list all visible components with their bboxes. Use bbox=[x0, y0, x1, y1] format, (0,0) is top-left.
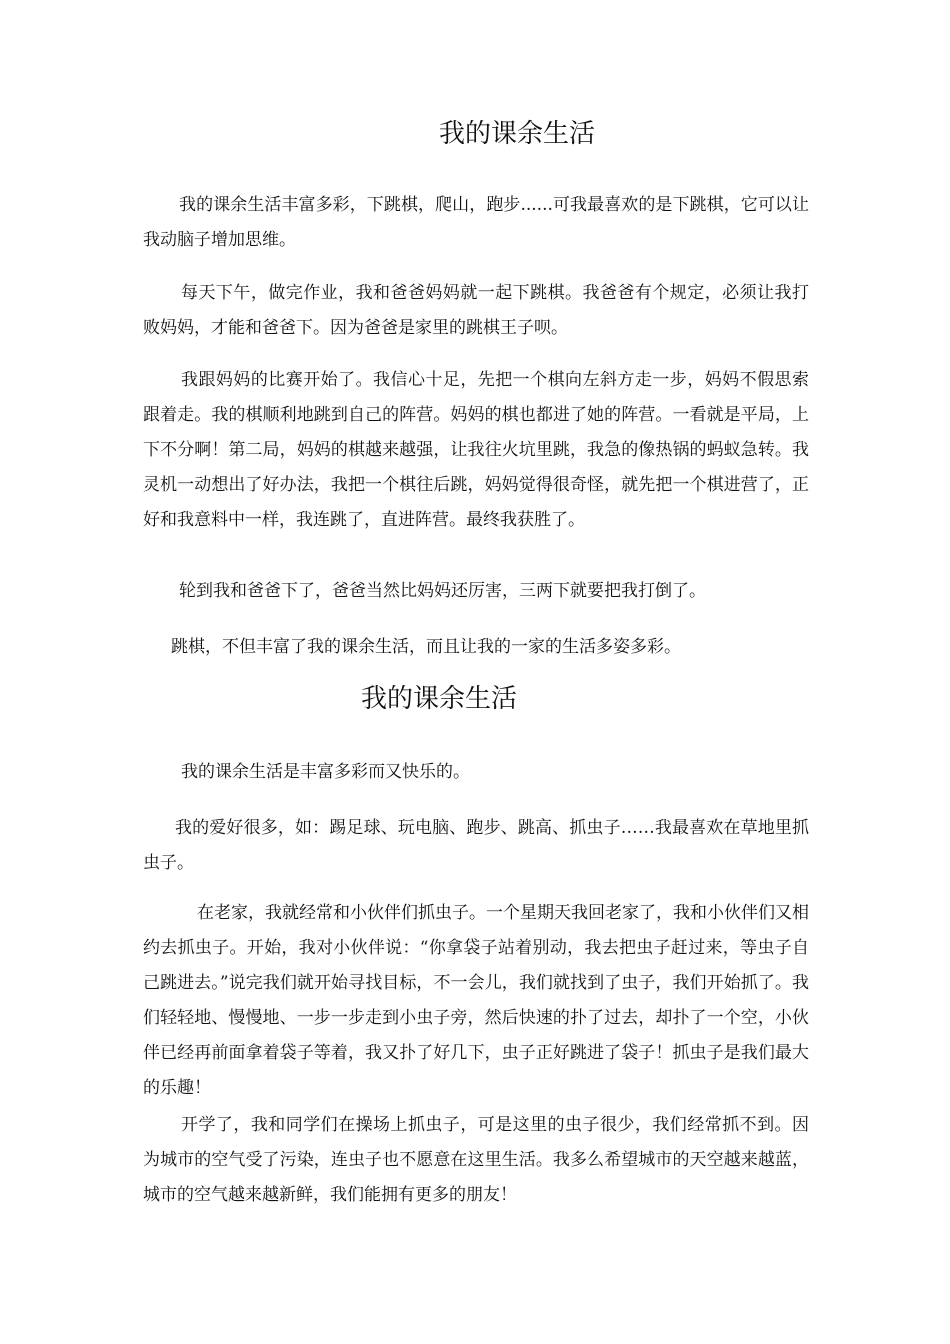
essay-1-paragraph-1: 我的课余生活丰富多彩，下跳棋，爬山，跑步......可我最喜欢的是下跳棋，它可以让我动脑子增加思维。 bbox=[143, 195, 809, 250]
essay-1-paragraph-4: 轮到我和爸爸下了，爸爸当然比妈妈还厉害，三两下就要把我打倒了。 bbox=[179, 581, 706, 601]
essay-1-title: 我的课余生活 bbox=[439, 119, 596, 149]
essay-2-title: 我的课余生活 bbox=[361, 684, 518, 714]
essay-1-paragraph-2: 每天下午，做完作业，我和爸爸妈妈就一起下跳棋。我爸爸有个规定，必须让我打败妈妈，才能和爸爸下。因为爸爸是家里的跳棋王子呗。 bbox=[143, 283, 809, 338]
essay-1-paragraph-5: 跳棋，不但丰富了我的课余生活，而且让我的一家的生活多姿多彩。 bbox=[171, 637, 681, 657]
essay-2-paragraph-3: 在老家，我就经常和小伙伴们抓虫子。一个星期天我回老家了，我和小伙伴们又相约去抓虫子。开始，我对小伙伴说：“你拿袋子站着别动，我去把虫子赶过来，等虫子自己跳进去。”说完我们就开始寻找目标，不一会儿，我们就找到了虫子，我们开始抓了。我们轻轻地、慢慢地、一步一步走到小虫子旁，然后快速的扑了过去，却扑了一个空，小伙伴已经再前面拿着袋子等着，我又扑了好几下，虫子正好跳进了袋子！抓虫子是我们最大的乐趣！ bbox=[143, 903, 809, 1098]
essay-2-paragraph-1: 我的课余生活是丰富多彩而又快乐的。 bbox=[181, 762, 470, 782]
essay-2-paragraph-2: 我的爱好很多，如：踢足球、玩电脑、跑步、跳高、抓虫子……我最喜欢在草地里抓虫子。 bbox=[143, 818, 809, 873]
essay-1-paragraph-3: 我跟妈妈的比赛开始了。我信心十足，先把一个棋向左斜方走一步，妈妈不假思索跟着走。我的棋顺利地跳到自己的阵营。妈妈的棋也都进了她的阵营。一看就是平局，上下不分啊！第二局，妈妈的棋越来越强，让我往火坑里跳，我急的像热锅的蚂蚁急转。我灵机一动想出了好办法，我把一个棋往后跳，妈妈觉得很奇怪，就先把一个棋进营了，正好和我意料中一样，我连跳了，直进阵营。最终我获胜了。 bbox=[143, 370, 809, 530]
essay-2-paragraph-4: 开学了，我和同学们在操场上抓虫子，可是这里的虫子很少，我们经常抓不到。因为城市的空气受了污染，连虫子也不愿意在这里生活。我多么希望城市的天空越来越蓝，城市的空气越来越新鲜，我们能拥有更多的朋友！ bbox=[143, 1115, 809, 1205]
